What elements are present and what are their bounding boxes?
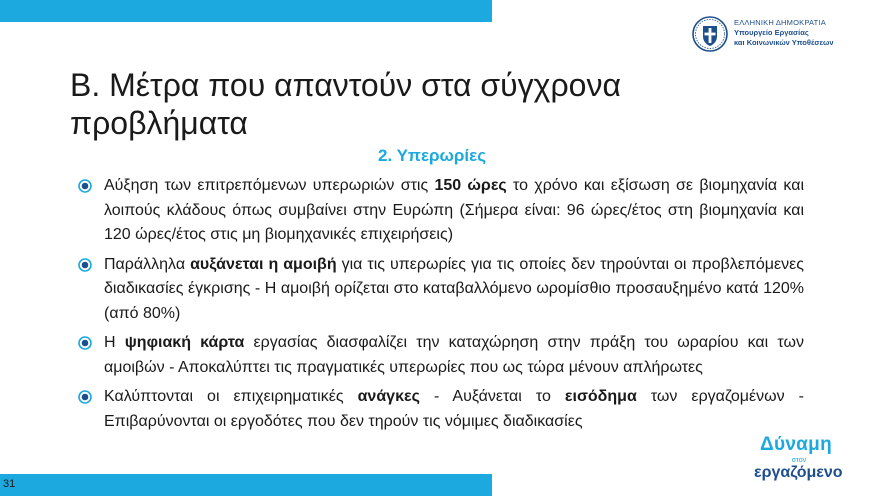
bullet-text: Η — [104, 334, 125, 351]
bullet-text: εργασίας διασφαλίζει την καταχώρηση στην πράξη του ωραρίου και των αμοιβών - Αποκαλύπτει τις πραγματικές υπερωρίες που ως τώρα μένουν απλήρωτες — [104, 334, 804, 376]
bullet-text: Παράλληλα — [104, 255, 191, 273]
bullet-item — [76, 331, 804, 380]
bullet-emphasis: ανάγκες — [357, 388, 420, 405]
campaign-logo — [754, 434, 844, 490]
section-subtitle: 2. Υπερωρίες — [378, 146, 487, 165]
bullet-circle-icon — [78, 390, 92, 404]
ministry-line-1: ΕΛΛΗΝΙΚΗ ΔΗΜΟΚΡΑΤΙΑ — [734, 18, 826, 27]
bullet-circle-icon — [78, 258, 92, 272]
page-number: 31 — [3, 478, 16, 490]
bullet-emphasis: εισόδημα — [564, 388, 637, 405]
campaign-logo-line-3: εργαζόμενο — [754, 464, 843, 481]
bullet-list — [76, 174, 804, 439]
bottom-accent-bar — [0, 474, 492, 496]
greek-emblem-icon — [692, 16, 728, 52]
bullet-text: για τις υπερωρίες για τις οποίες δεν τηρούνται οι προβλεπόμενες διαδικασίες έγκρισης - Η αμοιβή ορίζεται στο καταβαλλόμενο ωρομίσθιο προσαυξημένο κατά 120% (από 80%) — [104, 255, 804, 322]
bullet-emphasis: ψηφιακή κάρτα — [124, 334, 245, 351]
campaign-logo-line-2: στον — [791, 457, 807, 464]
slide-title: Β. Μέτρα που απαντούν στα σύγχρονα προβλήματα — [70, 67, 621, 141]
ministry-line-3: και Κοινωνικών Υποθέσεων — [734, 38, 834, 47]
bullet-circle-icon — [78, 336, 92, 350]
bullet-text: των εργαζομένων - Επιβαρύνονται οι εργοδότες που δεν τηρούν τις νόμιμες διαδικασίες — [104, 388, 805, 430]
bullet-emphasis: αυξάνεται η αμοιβή — [190, 255, 337, 273]
bullet-item — [76, 174, 804, 248]
bullet-emphasis: 150 ώρες — [434, 177, 507, 194]
bullet-text: το χρόνο και εξίσωση σε βιομηχανία και λοιπούς κλάδους όπως συμβαίνει στην Ευρώπη (Σήμερα είναι: 96 ώρες/έτος στη βιομηχανία και 120 ώρες/έτος στις μη βιομηχανικές επιχειρήσεις) — [104, 177, 805, 243]
bullet-item — [76, 253, 804, 327]
ministry-line-2: Υπουργείο Εργασίας — [734, 28, 809, 37]
top-accent-bar — [0, 0, 492, 22]
bullet-circle-icon — [78, 179, 92, 193]
ministry-logo — [692, 14, 872, 54]
bullet-text: Αύξηση των επιτρεπόμενων υπερωριών στις — [104, 177, 435, 194]
bullet-text: Καλύπτονται οι επιχειρηματικές — [104, 388, 358, 405]
bullet-item — [76, 385, 804, 434]
campaign-logo-line-1: Δύναμη — [760, 434, 832, 455]
bullet-text: - Αυξάνεται το — [419, 388, 565, 405]
